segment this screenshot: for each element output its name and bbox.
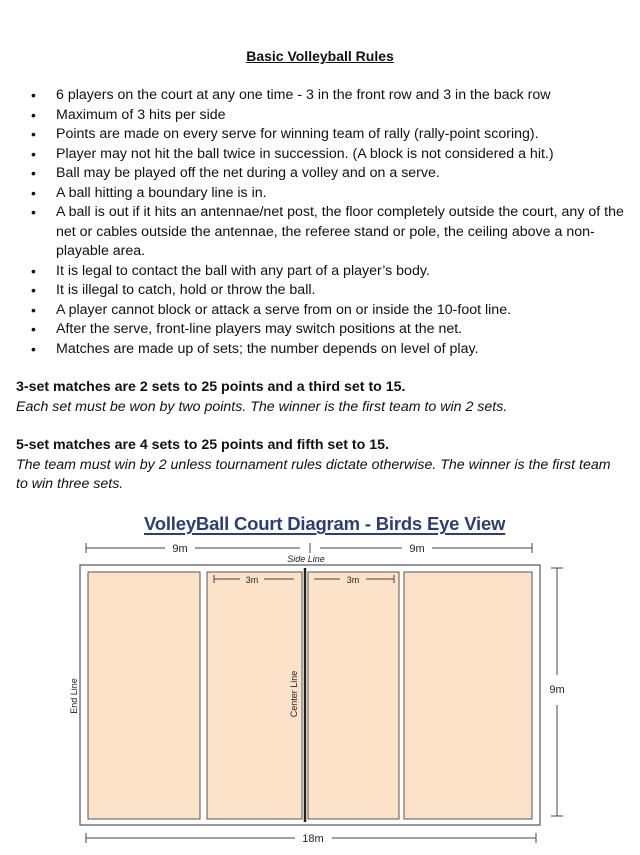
three-set-detail: Each set must be won by two points. The winner is the first team to win 2 sets. — [16, 398, 508, 415]
court-attack-zone-right — [308, 572, 399, 819]
label-left-half-width: 9m — [172, 543, 188, 555]
label-right-half-width: 9m — [409, 543, 425, 555]
bullet-icon: • — [31, 204, 36, 220]
rule-text: Maximum of 3 hits per side — [56, 106, 226, 123]
three-set-heading: 3-set matches are 2 sets to 25 points and a third set to 15. — [16, 379, 406, 395]
rule-text: Player may not hit the ball twice in succession. (A block is not considered a hit.) — [56, 145, 554, 162]
bullet-icon: • — [31, 126, 36, 142]
court-back-zone-left — [88, 572, 200, 819]
rule-text: It is illegal to catch, hold or throw the ball. — [56, 282, 316, 298]
label-side-line: Side Line — [287, 554, 325, 564]
rule-text: A ball hitting a boundary line is in. — [56, 184, 267, 201]
rule-text: Ball may be played off the net during a volley and on a serve. — [56, 165, 440, 181]
label-attack-zone-right: 3m — [346, 575, 360, 585]
rule-text: Points are made on every serve for winning team of rally (rally-point scoring). — [56, 126, 539, 142]
rule-text: A player cannot block or attack a serve from on or inside the 10-foot line. — [56, 301, 512, 318]
bullet-icon: • — [31, 87, 36, 103]
label-center-line: Center Line — [289, 670, 299, 718]
bullet-icon: • — [31, 145, 36, 162]
bullet-icon: • — [31, 301, 36, 318]
bullet-icon: • — [31, 340, 36, 357]
court-back-zone-right — [404, 572, 532, 819]
rule-text: A ball is out if it hits an antennae/net post, the floor completely outside the court, any of the net or cables outside the antennae, the referee stand or pole, the ceiling above a non-playable area. — [56, 204, 624, 259]
rule-text: Matches are made up of sets; the number depends on level of play. — [56, 340, 479, 357]
bullet-icon: • — [31, 282, 36, 298]
document-title: Basic Volleyball Rules — [246, 48, 394, 64]
label-attack-zone-left: 3m — [245, 575, 259, 585]
bullet-icon: • — [31, 184, 36, 201]
bullet-icon: • — [31, 165, 36, 181]
five-set-heading: 5-set matches are 4 sets to 25 points and fifth set to 15. — [16, 437, 389, 453]
label-end-line: End Line — [69, 678, 79, 714]
court-attack-zone-left — [207, 572, 302, 819]
bullet-icon: • — [31, 262, 36, 279]
rule-text: 6 players on the court at any one time - 3 in the front row and 3 in the back row — [56, 87, 551, 103]
rule-text: It is legal to contact the ball with any part of a player’s body. — [56, 262, 430, 279]
label-court-depth: 9m — [549, 684, 565, 696]
bullet-icon: • — [31, 106, 36, 123]
bullet-icon: • — [31, 321, 36, 337]
five-set-detail: The team must win by 2 unless tournament rules dictate otherwise. The winner is the first team to win three sets. — [16, 456, 611, 492]
rule-text: After the serve, front-line players may switch positions at the net. — [56, 321, 463, 337]
diagram-title: VolleyBall Court Diagram - Birds Eye View — [144, 513, 506, 534]
label-total-length: 18m — [302, 833, 324, 845]
